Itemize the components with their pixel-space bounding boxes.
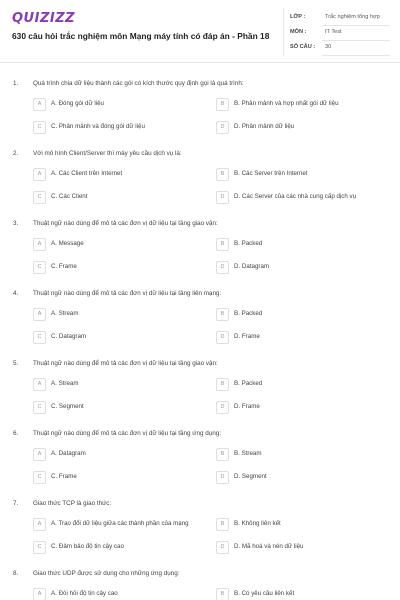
option-letter-box: A <box>33 308 46 321</box>
option-text: B. Packed <box>234 240 263 247</box>
option-letter-box: D <box>216 331 229 344</box>
option-text: D. Phân mảnh dữ liệu <box>234 123 295 130</box>
option-letter-box: B <box>216 98 229 111</box>
question-text: Thuật ngữ nào dùng để mô tả các đơn vị dữ liệu tại tầng giao vận: <box>33 220 218 227</box>
meta-label: MÔN : <box>290 29 307 35</box>
option-text: A. Đóng gói dữ liệu <box>51 100 104 107</box>
option-text: C. Đảm bảo độ tin cậy cao <box>51 543 124 550</box>
question-number: 2. <box>13 150 19 157</box>
option-text: A. Các Client trên Internet <box>51 170 123 177</box>
question-item <box>0 570 400 600</box>
meta-question-count <box>290 42 394 56</box>
option-text: C. Frame <box>51 473 77 480</box>
option-text: C. Các Client <box>51 193 88 200</box>
option-text: A. Stream <box>51 310 79 317</box>
question-item <box>0 290 400 356</box>
option-letter-box: A <box>33 168 46 181</box>
question-number: 8. <box>13 570 19 577</box>
meta-value: Trắc nghiệm tổng hợp <box>325 14 380 20</box>
option-text: B. Stream <box>234 450 262 457</box>
question-text: Thuật ngữ nào dùng để mô tả các đơn vị dữ liệu tại tầng ứng dụng: <box>33 430 221 437</box>
option-text: D. Các Server của các nhà cung cấp dịch vụ <box>234 193 357 200</box>
worksheet-header <box>0 0 400 63</box>
option-letter-box: D <box>216 261 229 274</box>
option-text: C. Datagram <box>51 333 87 340</box>
option-letter-box: B <box>216 308 229 321</box>
option-letter-box: D <box>216 401 229 414</box>
option-letter-box: B <box>216 448 229 461</box>
option-letter-box: A <box>33 378 46 391</box>
question-number: 7. <box>13 500 19 507</box>
option-text: A. Message <box>51 240 84 247</box>
option-letter-box: A <box>33 238 46 251</box>
option-letter-box: B <box>216 518 229 531</box>
option-letter-box: A <box>33 448 46 461</box>
option-text: B. Phân mảnh và hợp nhất gói dữ liệu <box>234 100 339 107</box>
option-letter-box: B <box>216 378 229 391</box>
option-letter-box: D <box>216 121 229 134</box>
option-letter-box: A <box>33 588 46 600</box>
option-text: A. Stream <box>51 380 79 387</box>
option-letter-box: C <box>33 541 46 554</box>
question-item <box>0 80 400 146</box>
question-text: Với mô hình Client/Server thì máy yêu cầu dịch vụ là: <box>33 150 182 157</box>
question-number: 3. <box>13 220 19 227</box>
option-text: C. Phân mảnh và đóng gói dữ liệu <box>51 123 145 130</box>
option-letter-box: C <box>33 331 46 344</box>
option-text: A. Datagram <box>51 450 86 457</box>
option-text: B. Packed <box>234 380 263 387</box>
meta-underline <box>322 55 390 56</box>
question-number: 4. <box>13 290 19 297</box>
option-text: D. Segment <box>234 473 267 480</box>
option-text: C. Frame <box>51 263 77 270</box>
option-text: D. Frame <box>234 333 260 340</box>
question-item <box>0 150 400 216</box>
option-text: B. Packed <box>234 310 263 317</box>
option-text: D. Frame <box>234 403 260 410</box>
question-text: Thuật ngữ nào dùng để mô tả các đơn vị dữ liệu tại tầng giao vận: <box>33 360 218 367</box>
option-text: B. Các Server trên Internet <box>234 170 308 177</box>
question-item <box>0 500 400 566</box>
question-text: Giao thức TCP là giao thức: <box>33 500 112 507</box>
option-letter-box: D <box>216 471 229 484</box>
option-letter-box: A <box>33 98 46 111</box>
meta-subject <box>290 27 394 41</box>
option-letter-box: A <box>33 518 46 531</box>
header-divider <box>283 8 284 56</box>
question-text: Giao thức UDP được sử dụng cho những ứng dụng: <box>33 570 180 577</box>
question-number: 5. <box>13 360 19 367</box>
option-letter-box: C <box>33 261 46 274</box>
option-letter-box: D <box>216 541 229 554</box>
option-letter-box: C <box>33 191 46 204</box>
worksheet-title: 630 câu hỏi trắc nghiệm môn Mạng máy tính có đáp án - Phần 18 <box>12 31 270 41</box>
option-text: B. Có yêu cầu liên kết <box>234 590 295 597</box>
question-item <box>0 220 400 286</box>
question-number: 1. <box>13 80 19 87</box>
question-item <box>0 360 400 426</box>
question-text: Quá trình chia dữ liệu thành các gói có kích thước quy định gọi là quá trình: <box>33 80 244 87</box>
quizizz-logo: QUIZIZZ <box>12 11 76 26</box>
question-number: 6. <box>13 430 19 437</box>
meta-value: IT Test <box>325 29 342 35</box>
meta-value: 30 <box>325 44 332 50</box>
option-letter-box: D <box>216 191 229 204</box>
option-letter-box: C <box>33 121 46 134</box>
option-letter-box: B <box>216 168 229 181</box>
meta-underline <box>322 25 390 26</box>
option-text: A. Đòi hỏi độ tin cậy cao <box>51 590 118 597</box>
meta-underline <box>322 40 390 41</box>
question-text: Thuật ngữ nào dùng để mô tả các đơn vị dữ liệu tại tầng liên mạng: <box>33 290 222 297</box>
option-letter-box: B <box>216 238 229 251</box>
option-text: D. Datagram <box>234 263 270 270</box>
option-text: B. Không liên kết <box>234 520 281 527</box>
option-text: D. Mã hoá và nén dữ liệu <box>234 543 304 550</box>
question-item <box>0 430 400 496</box>
meta-label: LỚP : <box>290 14 306 20</box>
meta-class <box>290 12 394 26</box>
meta-label: SỐ CÂU : <box>290 44 316 50</box>
option-letter-box: C <box>33 471 46 484</box>
option-letter-box: B <box>216 588 229 600</box>
option-text: C. Segment <box>51 403 84 410</box>
option-text: A. Trao đổi dữ liệu giữa các thành phần của mạng <box>51 520 189 527</box>
option-letter-box: C <box>33 401 46 414</box>
